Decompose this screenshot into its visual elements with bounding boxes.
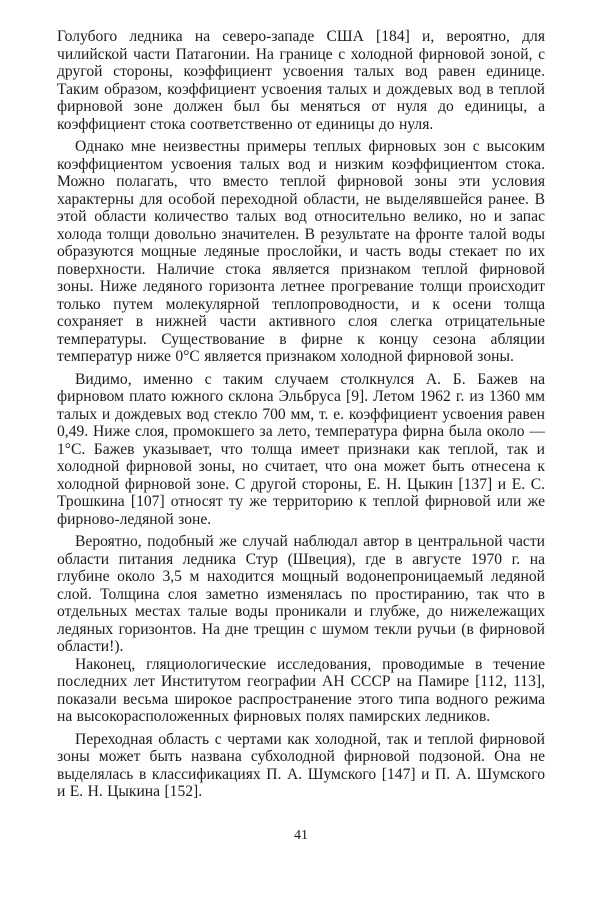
paragraph-2: Однако мне неизвестны примеры теплых фирновых зон с высоким коэффициентом усвоения талых вод и низким коэффициентом стока. Можно полагать, что вместо теплой фирновой зоны эти условия характерны для особой переходной области, не выделявшейся ранее. В этой области количество талых вод относительно велико, но и запас холода толщи довольно значителен. В результате на фронте талой воды образуются мощные ледяные прослойки, и часть воды стекает по их поверхности. Наличие стока является признаком теплой фирновой зоны. Ниже ледяного горизонта летнее прогревание толщи происходит только путем молекулярной теплопроводности, и к осени толща сохраняет в нижней части активного слоя слегка отрицательные температуры. Существование в фирне к концу сезона абляции температур ниже 0°С является признаком холодной фирновой зоны. <box>57 138 545 365</box>
page-number: 41 <box>294 828 308 843</box>
paragraph-6: Переходная область с чертами как холодной, так и теплой фирновой зоны может быть названа субхолодной фирновой подзоной. Она не выделялась в классификациях П. А. Шумского [147] и П. А. Шумского и Е. Н. Цыкина [152]. <box>57 730 545 800</box>
page-body <box>57 28 545 801</box>
paragraph-3: Видимо, именно с таким случаем столкнулся А. Б. Бажев на фирновом плато южного склона Эльбруса [9]. Летом 1962 г. из 1360 мм талых и дождевых вод стекло 700 мм, т. е. коэффициент усвоения равен 0,49. Ниже слоя, промокшего за лето, температура фирна была около —1°С. Бажев указывает, что толща имеет признаки как теплой, так и холодной фирновой зоны, но считает, что она может быть отнесена к холодной фирновой зоне. С другой стороны, Е. Н. Цыкин [137] и Е. С. Трошкина [107] относят ту же территорию к теплой фирновой или же фирново-ледяной зоне. <box>57 370 545 528</box>
paragraph-5: Наконец, гляциологические исследования, проводимые в течение последних лет Институтом географии АН СССР на Памире [112, 113], показали весьма широкое распространение этого типа водного режима на высокорасположенных фирновых полях памирских ледников. <box>57 655 545 725</box>
paragraph-4: Вероятно, подобный же случай наблюдал автор в центральной части области питания ледника Стур (Швеция), где в августе 1970 г. на глубине около 3,5 м находится мощный водонепроницаемый ледяной слой. Толщина слоя заметно изменялась по простиранию, так что в отдельных местах талые воды проникали и глубже, до нижележащих ледяных горизонтов. На дне трещин с шумом текли ручьи (в фирновой области!). <box>57 533 545 655</box>
paragraph-1: Голубого ледника на северо-западе США [184] и, вероятно, для чилийской части Патагонии. На границе с холодной фирновой зоной, с другой стороны, коэффициент усвоения талых вод равен единице. Таким образом, коэффициент усвоения талых и дождевых вод в теплой фирновой зоне должен был бы меняться от нуля до единицы, а коэффициент стока соответственно от единицы до нуля. <box>57 28 545 133</box>
